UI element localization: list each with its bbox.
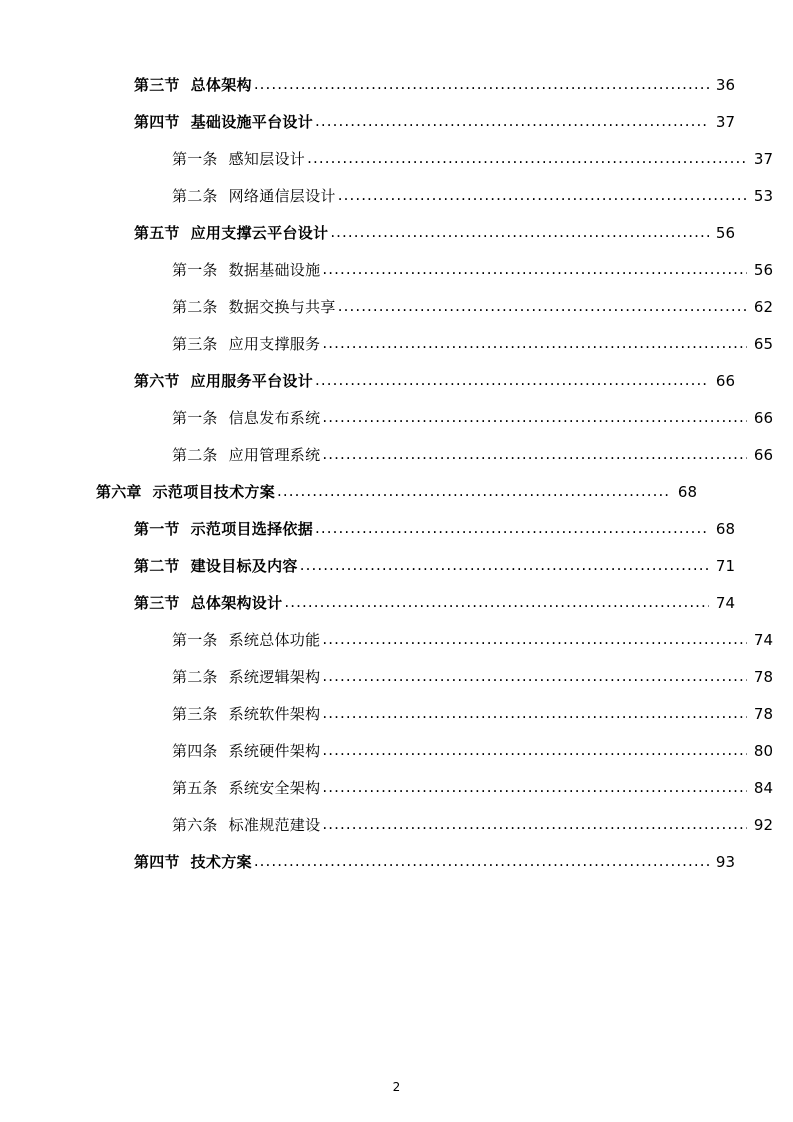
toc-entry-label: 第三节 xyxy=(134,594,180,612)
toc-entry-label: 第六节 xyxy=(134,372,180,390)
toc-entry-page-number: 37 xyxy=(715,113,735,131)
toc-leader-dots xyxy=(315,521,709,536)
toc-entry-page-number: 68 xyxy=(715,520,735,538)
toc-entry-title: 示范项目技术方案 xyxy=(152,483,276,501)
toc-entry[interactable] xyxy=(96,670,773,685)
toc-entry[interactable] xyxy=(96,115,735,130)
toc-leader-dots xyxy=(315,373,709,388)
toc-leader-dots xyxy=(322,817,747,832)
toc-entry[interactable] xyxy=(96,411,773,426)
table-of-contents xyxy=(96,76,773,871)
toc-entry-label: 第二条 xyxy=(172,187,218,205)
toc-entry[interactable] xyxy=(96,855,735,870)
toc-entry-page-number: 36 xyxy=(715,76,735,94)
toc-entry-label: 第六条 xyxy=(172,816,218,834)
toc-entry-page-number: 74 xyxy=(715,594,735,612)
toc-entry-label: 第四节 xyxy=(134,853,180,871)
toc-entry-title: 基础设施平台设计 xyxy=(190,113,314,131)
page-number-footer: 2 xyxy=(392,1080,401,1094)
toc-entry-label: 第二条 xyxy=(172,446,218,464)
toc-leader-dots xyxy=(277,484,671,499)
toc-entry-title: 系统软件架构 xyxy=(228,705,321,723)
toc-leader-dots xyxy=(307,151,747,166)
toc-entry[interactable] xyxy=(96,263,773,278)
toc-entry-title: 示范项目选择依据 xyxy=(190,520,314,538)
toc-entry-title: 系统硬件架构 xyxy=(228,742,321,760)
toc-entry-page-number: 56 xyxy=(715,224,735,242)
toc-entry[interactable] xyxy=(96,559,735,574)
toc-entry-title: 信息发布系统 xyxy=(228,409,321,427)
toc-entry-title: 应用管理系统 xyxy=(228,446,321,464)
toc-entry-page-number: 93 xyxy=(715,853,735,871)
toc-entry-title: 总体架构 xyxy=(190,76,252,94)
toc-leader-dots xyxy=(338,299,747,314)
toc-entry-page-number: 65 xyxy=(753,335,773,353)
toc-entry-title: 数据交换与共享 xyxy=(228,298,336,316)
toc-entry-page-number: 66 xyxy=(753,409,773,427)
toc-entry-title: 应用支撑服务 xyxy=(228,335,321,353)
toc-entry-page-number: 74 xyxy=(753,631,773,649)
toc-entry[interactable] xyxy=(96,152,773,167)
toc-entry[interactable] xyxy=(96,300,773,315)
toc-entry[interactable] xyxy=(96,485,697,500)
toc-entry-page-number: 66 xyxy=(753,446,773,464)
toc-entry-title: 标准规范建设 xyxy=(228,816,321,834)
toc-entry-label: 第三节 xyxy=(134,76,180,94)
toc-entry-title: 应用支撑云平台设计 xyxy=(190,224,329,242)
toc-entry-label: 第二条 xyxy=(172,298,218,316)
toc-entry-label: 第五条 xyxy=(172,779,218,797)
toc-entry[interactable] xyxy=(96,78,735,93)
toc-entry[interactable] xyxy=(96,226,735,241)
toc-leader-dots xyxy=(322,262,747,277)
toc-leader-dots xyxy=(322,669,747,684)
toc-entry-page-number: 78 xyxy=(753,705,773,723)
toc-leader-dots xyxy=(322,706,747,721)
toc-entry[interactable] xyxy=(96,633,773,648)
toc-leader-dots xyxy=(284,595,709,610)
toc-entry-page-number: 80 xyxy=(753,742,773,760)
toc-leader-dots xyxy=(315,114,709,129)
toc-entry[interactable] xyxy=(96,337,773,352)
toc-leader-dots xyxy=(322,336,747,351)
toc-leader-dots xyxy=(322,780,747,795)
toc-entry-label: 第四节 xyxy=(134,113,180,131)
toc-leader-dots xyxy=(330,225,709,240)
toc-entry-title: 建设目标及内容 xyxy=(190,557,298,575)
toc-leader-dots xyxy=(254,77,709,92)
toc-entry-page-number: 92 xyxy=(753,816,773,834)
toc-entry-label: 第一条 xyxy=(172,150,218,168)
toc-entry-title: 系统安全架构 xyxy=(228,779,321,797)
toc-entry-page-number: 68 xyxy=(677,483,697,501)
toc-entry-page-number: 56 xyxy=(753,261,773,279)
toc-entry[interactable] xyxy=(96,374,735,389)
toc-leader-dots xyxy=(254,854,709,869)
toc-entry[interactable] xyxy=(96,744,773,759)
toc-entry-title: 总体架构设计 xyxy=(190,594,283,612)
toc-leader-dots xyxy=(322,632,747,647)
toc-entry-page-number: 78 xyxy=(753,668,773,686)
toc-entry-title: 数据基础设施 xyxy=(228,261,321,279)
toc-entry-label: 第二条 xyxy=(172,668,218,686)
toc-entry-page-number: 37 xyxy=(753,150,773,168)
toc-entry-title: 系统逻辑架构 xyxy=(228,668,321,686)
toc-entry-label: 第三条 xyxy=(172,705,218,723)
toc-entry-page-number: 53 xyxy=(753,187,773,205)
toc-entry[interactable] xyxy=(96,707,773,722)
toc-entry-label: 第二节 xyxy=(134,557,180,575)
toc-entry-label: 第一条 xyxy=(172,631,218,649)
toc-leader-dots xyxy=(300,558,709,573)
toc-leader-dots xyxy=(338,188,747,203)
toc-entry-label: 第五节 xyxy=(134,224,180,242)
toc-entry-title: 系统总体功能 xyxy=(228,631,321,649)
toc-entry-page-number: 71 xyxy=(715,557,735,575)
toc-entry-page-number: 62 xyxy=(753,298,773,316)
toc-entry[interactable] xyxy=(96,596,735,611)
toc-entry-page-number: 84 xyxy=(753,779,773,797)
toc-leader-dots xyxy=(322,410,747,425)
toc-entry-label: 第四条 xyxy=(172,742,218,760)
toc-entry-label: 第一条 xyxy=(172,409,218,427)
toc-entry-page-number: 66 xyxy=(715,372,735,390)
toc-entry-label: 第一条 xyxy=(172,261,218,279)
toc-entry[interactable] xyxy=(96,781,773,796)
toc-entry[interactable] xyxy=(96,818,773,833)
toc-entry[interactable] xyxy=(96,189,773,204)
toc-entry-title: 应用服务平台设计 xyxy=(190,372,314,390)
toc-entry-label: 第三条 xyxy=(172,335,218,353)
toc-entry-title: 网络通信层设计 xyxy=(228,187,336,205)
toc-entry[interactable] xyxy=(96,522,735,537)
toc-entry-label: 第六章 xyxy=(96,483,142,501)
toc-entry-title: 技术方案 xyxy=(190,853,252,871)
toc-entry-label: 第一节 xyxy=(134,520,180,538)
toc-entry[interactable] xyxy=(96,448,773,463)
toc-leader-dots xyxy=(322,447,747,462)
toc-leader-dots xyxy=(322,743,747,758)
toc-entry-title: 感知层设计 xyxy=(228,150,306,168)
